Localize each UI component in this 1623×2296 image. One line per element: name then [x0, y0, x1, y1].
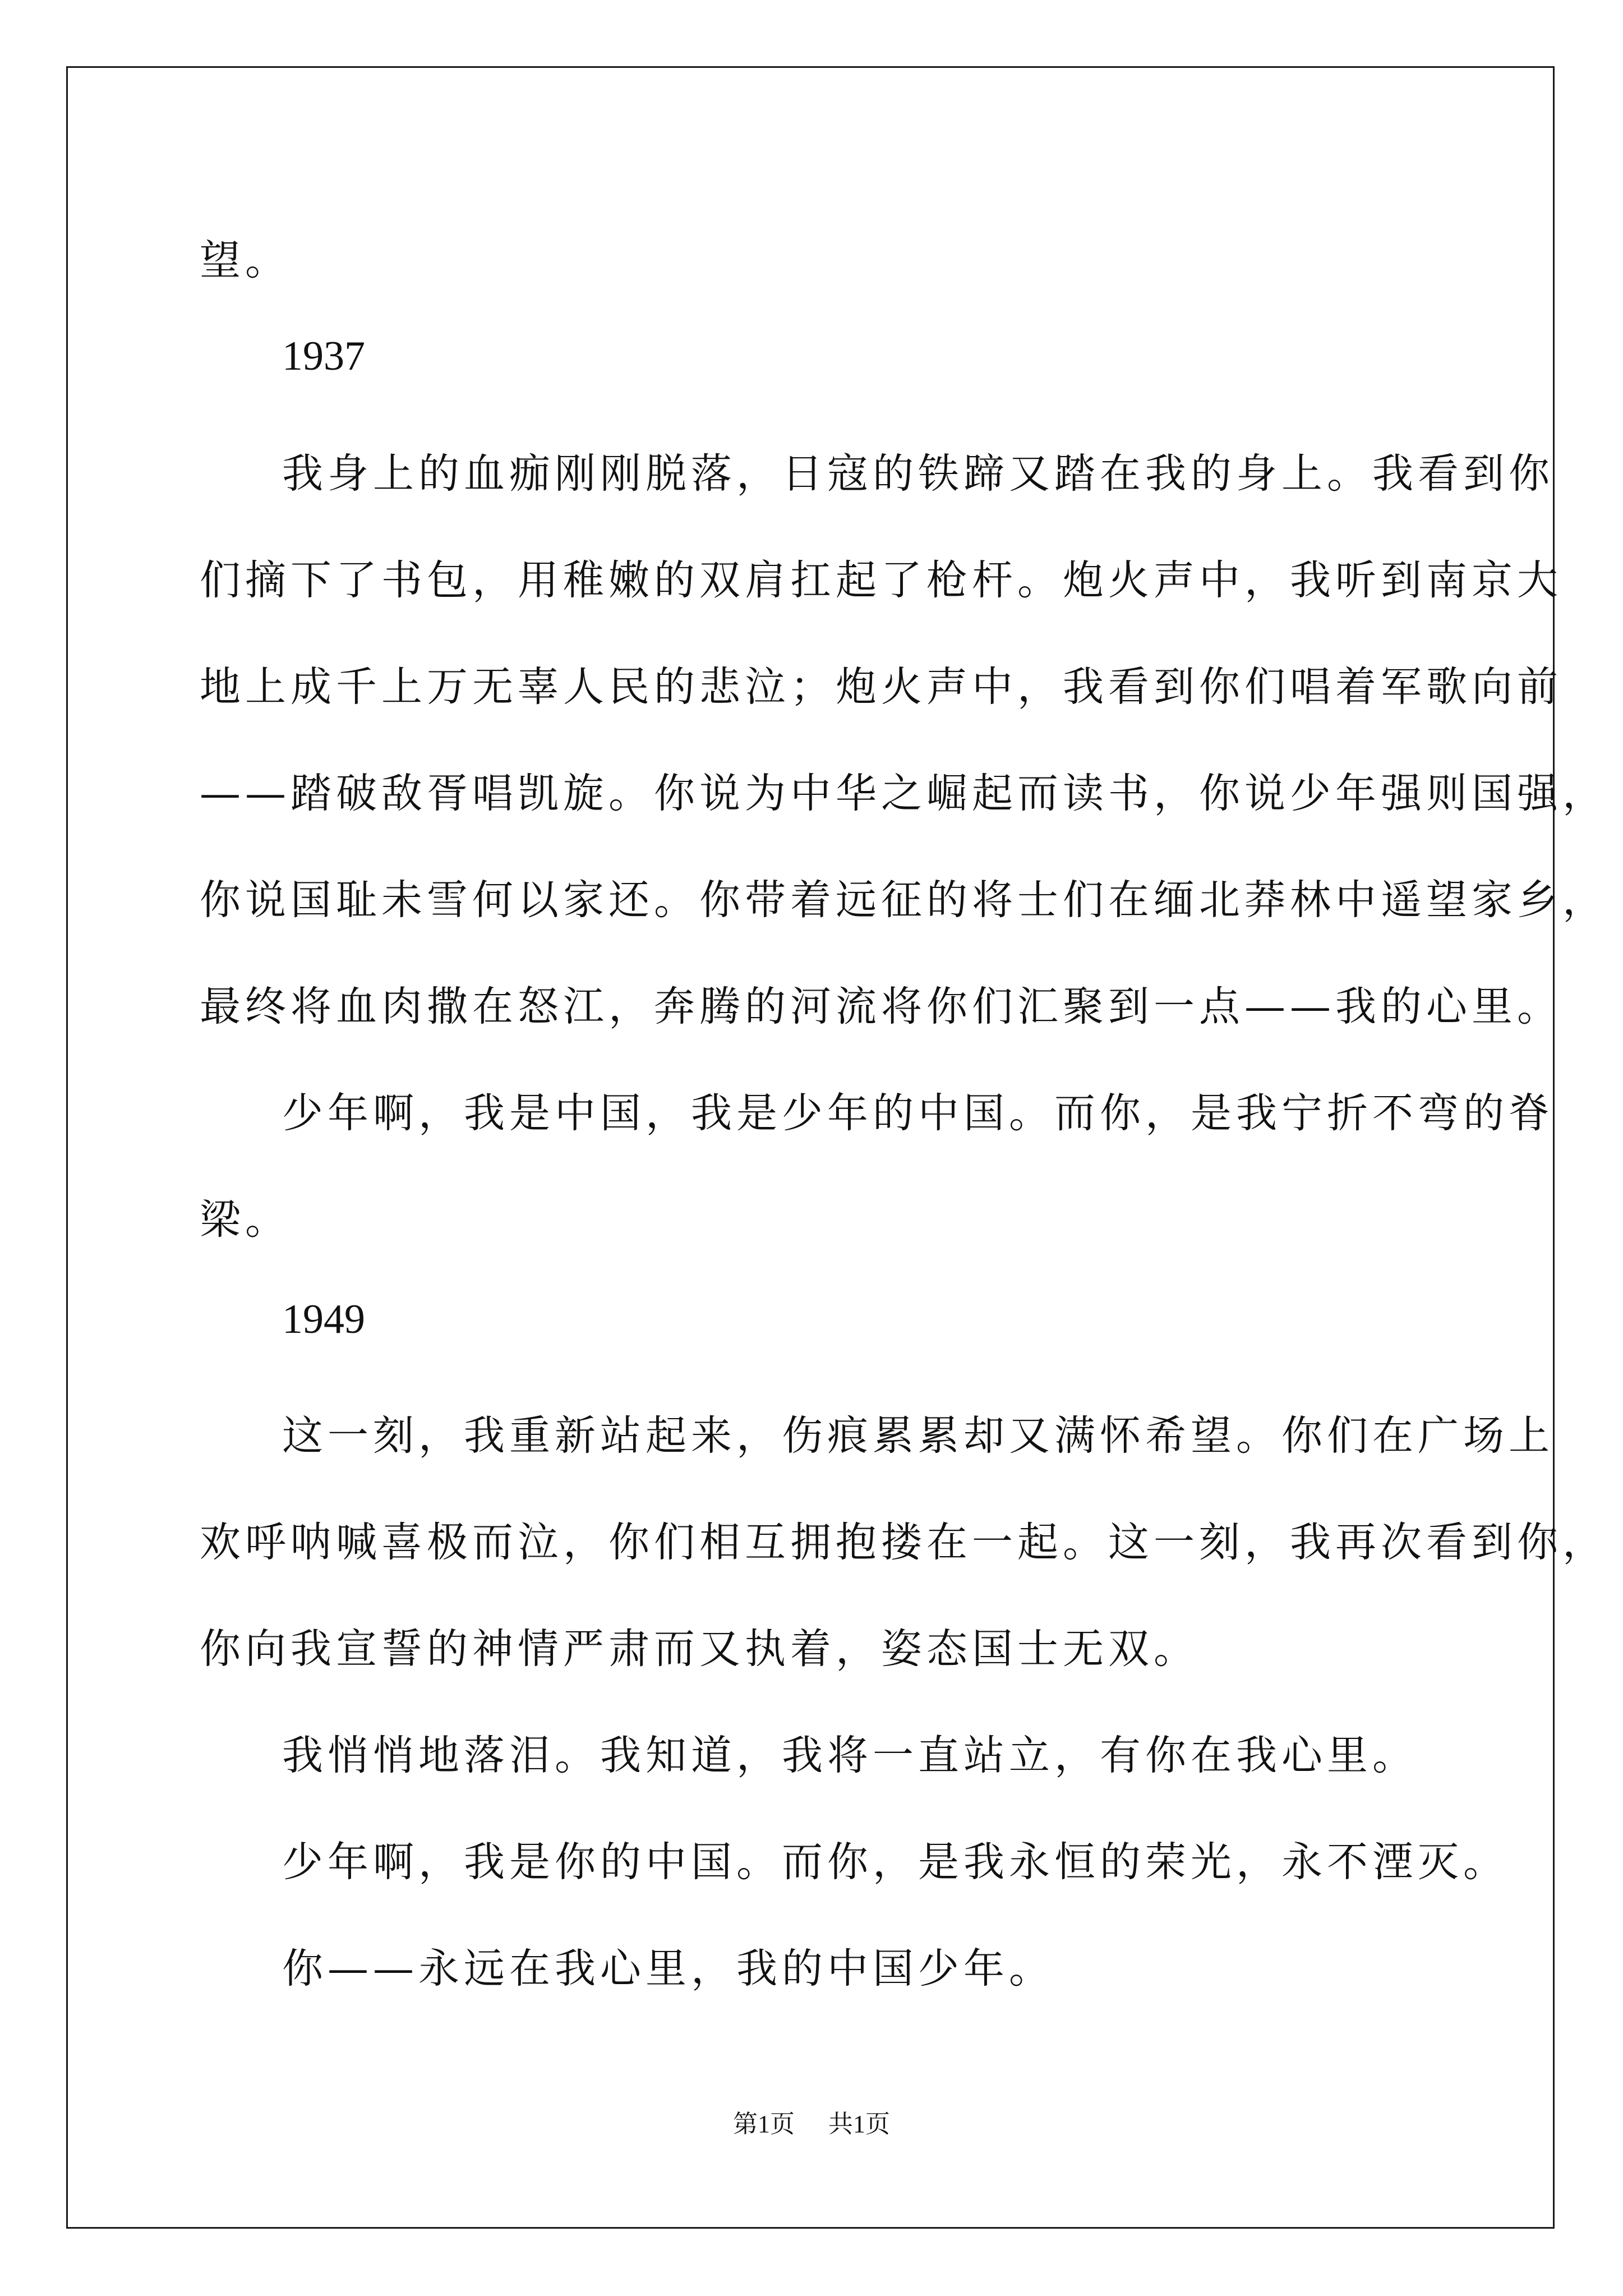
paragraph-line: 梁。 — [200, 1196, 291, 1244]
paragraph-line: 少年啊，我是你的中国。而你，是我永恒的荣光，永不湮灭。 — [282, 1838, 1509, 1886]
paragraph-line: 们摘下了书包，用稚嫩的双肩扛起了枪杆。炮火声中，我听到南京大 — [200, 556, 1562, 604]
paragraph-line: 我悄悄地落泪。我知道，我将一直站立，有你在我心里。 — [282, 1732, 1418, 1779]
paragraph-line: 少年啊，我是中国，我是少年的中国。而你，是我宁折不弯的脊 — [282, 1089, 1554, 1137]
paragraph-continuation: 望。 — [200, 237, 291, 284]
paragraph-line: 这一刻，我重新站起来，伤痕累累却又满怀希望。你们在广场上 — [282, 1412, 1554, 1460]
year-heading-1949: 1949 — [282, 1296, 365, 1342]
paragraph-line: ——踏破敌胥唱凯旋。你说为中华之崛起而读书，你说少年强则国强， — [200, 770, 1608, 817]
page-border — [66, 66, 1555, 2229]
paragraph-line: 你——永远在我心里，我的中国少年。 — [282, 1945, 1054, 1993]
paragraph-line: 你说国耻未雪何以家还。你带着远征的将士们在缅北莽林中遥望家乡， — [200, 876, 1608, 924]
page-number: 第1页 — [733, 2110, 795, 2138]
page-footer — [0, 2104, 1623, 2139]
paragraph-line: 我身上的血痂刚刚脱落，日寇的铁蹄又踏在我的身上。我看到你 — [282, 450, 1554, 498]
paragraph-line: 欢呼呐喊喜极而泣，你们相互拥抱搂在一起。这一刻，我再次看到你， — [200, 1519, 1608, 1566]
paragraph-line: 地上成千上万无辜人民的悲泣；炮火声中，我看到你们唱着军歌向前 — [200, 663, 1562, 711]
paragraph-line: 你向我宣誓的神情严肃而又执着，姿态国士无双。 — [200, 1625, 1199, 1673]
page-total: 共1页 — [828, 2110, 890, 2138]
year-heading-1937: 1937 — [282, 333, 365, 379]
paragraph-line: 最终将血肉撒在怒江，奔腾的河流将你们汇聚到一点——我的心里。 — [200, 983, 1562, 1030]
